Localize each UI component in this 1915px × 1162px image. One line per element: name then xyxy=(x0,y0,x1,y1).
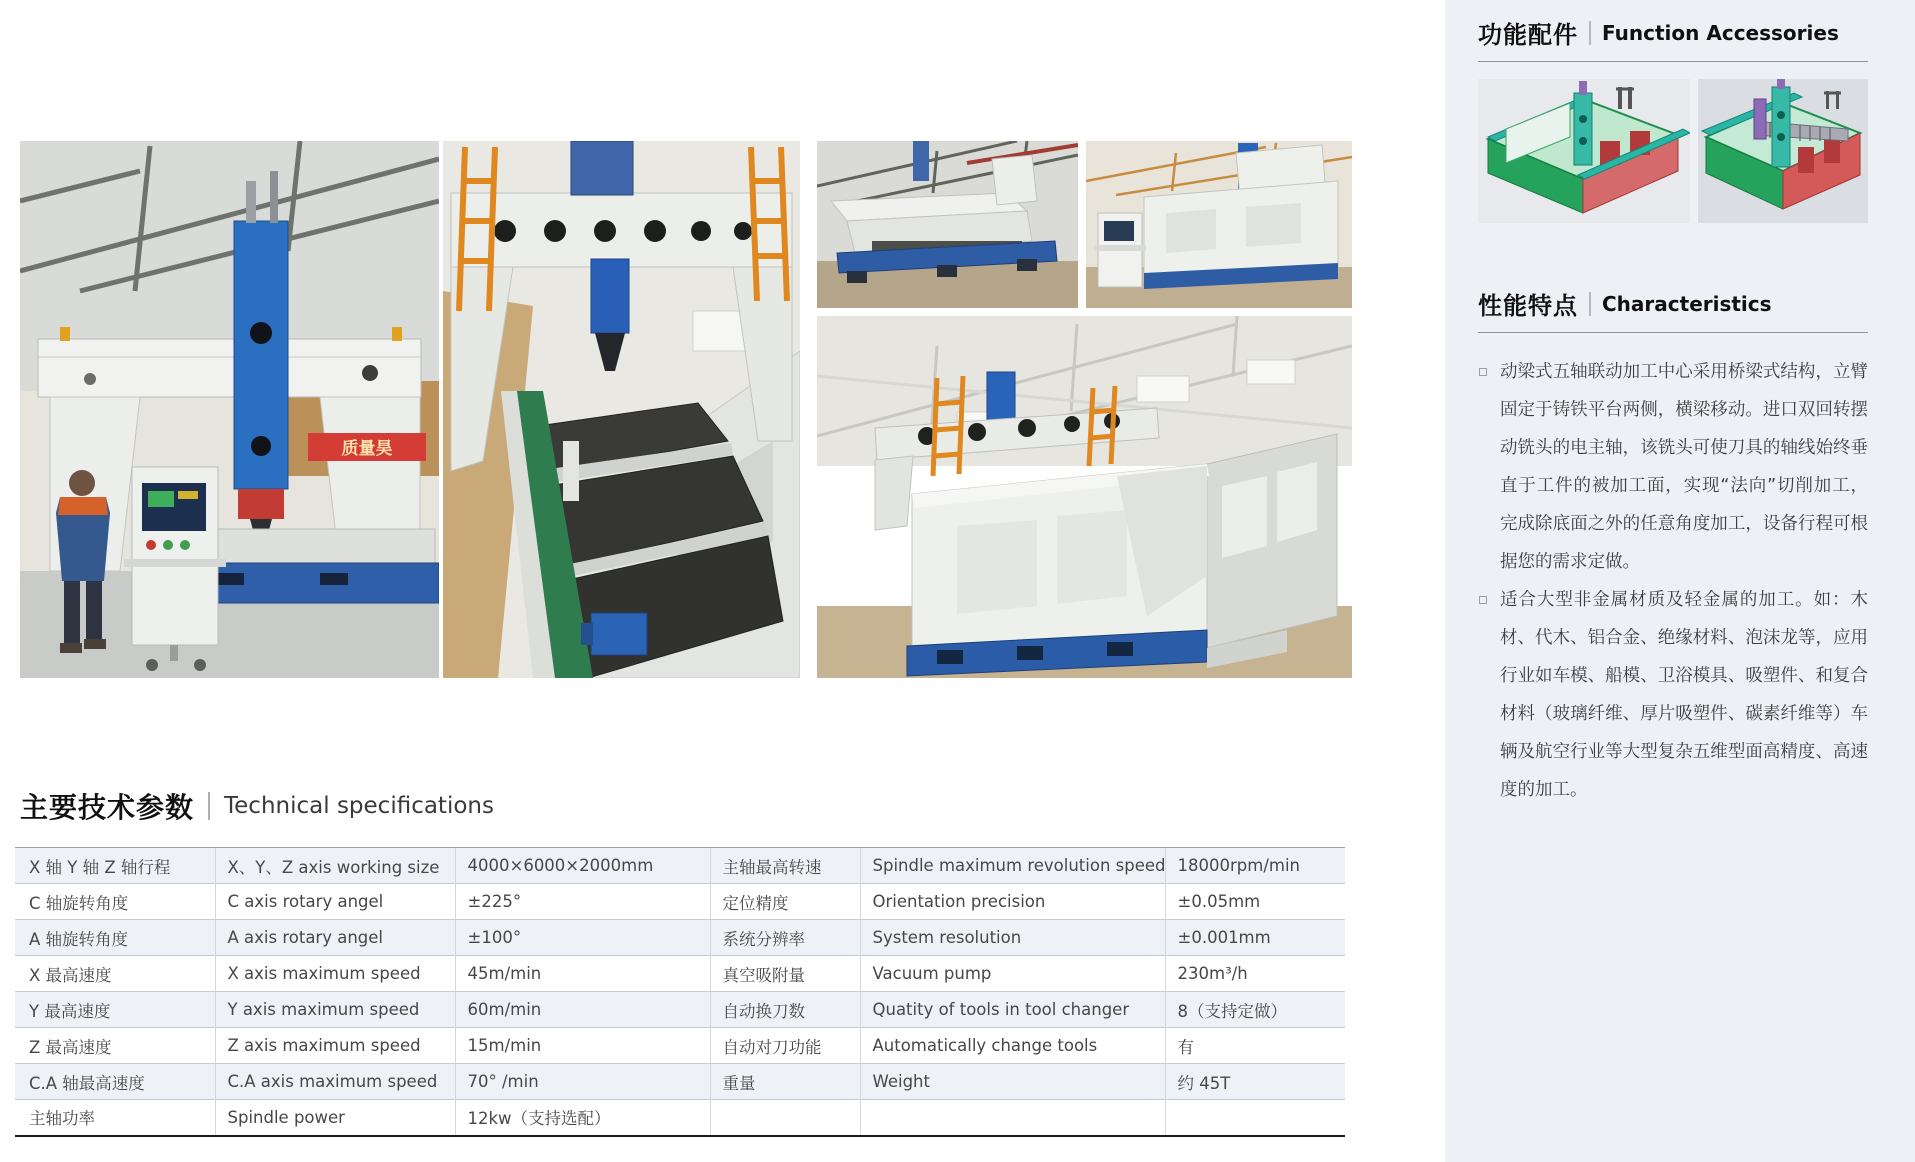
cad-machine-illustration-2 xyxy=(1698,79,1868,223)
spec-cell: 70° /min xyxy=(455,1064,710,1100)
characteristics-title-cn: 性能特点 xyxy=(1478,292,1578,320)
gantry-side-illustration xyxy=(817,141,1078,308)
square-bullet-icon xyxy=(1479,368,1487,376)
spec-cell: 230m³/h xyxy=(1165,956,1345,992)
spec-cell: 8（支持定做） xyxy=(1165,992,1345,1028)
specs-table xyxy=(15,847,1345,1137)
spec-cell xyxy=(1165,1100,1345,1136)
table-row xyxy=(15,884,1345,920)
photo-machine-with-operator xyxy=(20,141,439,678)
spec-cell xyxy=(710,1100,860,1136)
section-rule xyxy=(1478,332,1868,333)
list-item xyxy=(1478,581,1868,809)
accessory-cad-image-2 xyxy=(1698,79,1868,223)
title-divider xyxy=(208,792,210,820)
spec-cell: 主轴功率 xyxy=(15,1100,215,1136)
spec-cell: C.A axis maximum speed xyxy=(215,1064,455,1100)
table-row xyxy=(15,1028,1345,1064)
spec-cell: 12kw（支持选配） xyxy=(455,1100,710,1136)
table-row xyxy=(15,848,1345,884)
accessories-section-title xyxy=(1478,15,1868,50)
accessories-title-cn: 功能配件 xyxy=(1478,21,1578,49)
spec-cell: 4000×6000×2000mm xyxy=(455,848,710,884)
z-axis-column xyxy=(234,171,288,541)
spec-cell: 真空吸附量 xyxy=(710,956,860,992)
spec-cell: A axis rotary angel xyxy=(215,920,455,956)
characteristics-title-en: Characteristics xyxy=(1602,291,1772,316)
spec-cell: 15m/min xyxy=(455,1028,710,1064)
machine-workshop-illustration xyxy=(20,141,439,678)
table-motor xyxy=(581,613,647,655)
spec-cell: 45m/min xyxy=(455,956,710,992)
spec-cell: ±100° xyxy=(455,920,710,956)
photo-machine-table-view xyxy=(443,141,800,678)
spec-cell: Z 最高速度 xyxy=(15,1028,215,1064)
spec-cell: C axis rotary angel xyxy=(215,884,455,920)
sidebar xyxy=(1445,0,1915,1162)
spec-cell: X、Y、Z axis working size xyxy=(215,848,455,884)
characteristics-list xyxy=(1478,353,1868,809)
spec-cell: 约 45T xyxy=(1165,1064,1345,1100)
spec-cell: 系统分辨率 xyxy=(710,920,860,956)
enclosure-body xyxy=(912,434,1337,664)
machine-table-illustration xyxy=(443,141,800,678)
control-cabinet xyxy=(1094,213,1146,287)
spec-cell: 有 xyxy=(1165,1028,1345,1064)
spec-cell: C 轴旋转角度 xyxy=(15,884,215,920)
photo-large-enclosure xyxy=(817,316,1352,678)
window xyxy=(1247,360,1295,384)
title-divider xyxy=(1589,21,1591,45)
spec-cell: 18000rpm/min xyxy=(1165,848,1345,884)
window xyxy=(1137,376,1189,402)
control-console xyxy=(124,467,226,671)
section-rule xyxy=(1478,61,1868,62)
spec-cell: System resolution xyxy=(860,920,1165,956)
accessories-title-en: Function Accessories xyxy=(1602,20,1839,45)
specs-title-en: Technical specifications xyxy=(224,793,494,819)
photo-gantry-side-view xyxy=(817,141,1078,308)
large-enclosure-illustration xyxy=(817,316,1352,678)
spec-cell: X axis maximum speed xyxy=(215,956,455,992)
spec-cell: Vacuum pump xyxy=(860,956,1165,992)
spec-cell: C.A 轴最高速度 xyxy=(15,1064,215,1100)
spec-cell: 60m/min xyxy=(455,992,710,1028)
table-row xyxy=(15,1100,1345,1136)
enclosure-illustration xyxy=(1086,141,1352,308)
accessory-images xyxy=(1478,79,1868,223)
spec-cell: 自动换刀数 xyxy=(710,992,860,1028)
characteristics-section-title xyxy=(1478,286,1868,321)
spec-cell: X 最高速度 xyxy=(15,956,215,992)
spec-cell: Y axis maximum speed xyxy=(215,992,455,1028)
characteristic-text: 动梁式五轴联动加工中心采用桥梁式结构，立臂固定于铸铁平台两侧，横梁移动。进口双回转摆动铣头的电主轴，该铣头可使刀具的轴线始终垂直于工件的被加工面，实现“法向”切削加工，完成除底面之外的任意角度加工，设备行程可根据您的需求定做。 xyxy=(1500,362,1868,572)
banner-text: 质量昊 xyxy=(341,439,393,459)
cad-machine-illustration-1 xyxy=(1478,79,1690,223)
machine-bed xyxy=(192,529,439,603)
spec-cell: Orientation precision xyxy=(860,884,1165,920)
spec-cell: A 轴旋转角度 xyxy=(15,920,215,956)
spec-cell: ±225° xyxy=(455,884,710,920)
accessory-cad-image-1 xyxy=(1478,79,1690,223)
spec-cell: ±0.05mm xyxy=(1165,884,1345,920)
table-row xyxy=(15,1064,1345,1100)
spec-cell xyxy=(860,1100,1165,1136)
table-row xyxy=(15,992,1345,1028)
list-item xyxy=(1478,353,1868,581)
characteristic-text: 适合大型非金属材质及轻金属的加工。如：木材、代木、铝合金、绝缘材料、泡沫龙等，应用行业如车模、船模、卫浴模具、吸塑件、和复合材料（玻璃纤维、厚片吸塑件、碳素纤维等）车辆及航空行业等大型复杂五维型面高精度、高速度的加工。 xyxy=(1500,590,1868,800)
spec-cell: 重量 xyxy=(710,1064,860,1100)
table-row xyxy=(15,956,1345,992)
spec-cell: 自动对刀功能 xyxy=(710,1028,860,1064)
title-divider xyxy=(1589,292,1591,316)
spec-cell: Y 最高速度 xyxy=(15,992,215,1028)
square-bullet-icon xyxy=(1479,596,1487,604)
spec-cell: Spindle power xyxy=(215,1100,455,1136)
spec-cell: Weight xyxy=(860,1064,1165,1100)
spec-cell: ±0.001mm xyxy=(1165,920,1345,956)
spec-cell: Z axis maximum speed xyxy=(215,1028,455,1064)
spec-cell: Quatity of tools in tool changer xyxy=(860,992,1165,1028)
spec-cell: Spindle maximum revolution speed xyxy=(860,848,1165,884)
spec-cell: Automatically change tools xyxy=(860,1028,1165,1064)
spec-cell: 主轴最高转速 xyxy=(710,848,860,884)
enclosure-body xyxy=(1144,181,1338,289)
specs-section-title xyxy=(20,786,494,826)
spec-cell: 定位精度 xyxy=(710,884,860,920)
specs-title-cn: 主要技术参数 xyxy=(20,791,195,824)
spec-cell: X 轴 Y 轴 Z 轴行程 xyxy=(15,848,215,884)
photo-enclosure-with-console xyxy=(1086,141,1352,308)
quality-banner xyxy=(308,433,426,461)
table-row xyxy=(15,920,1345,956)
